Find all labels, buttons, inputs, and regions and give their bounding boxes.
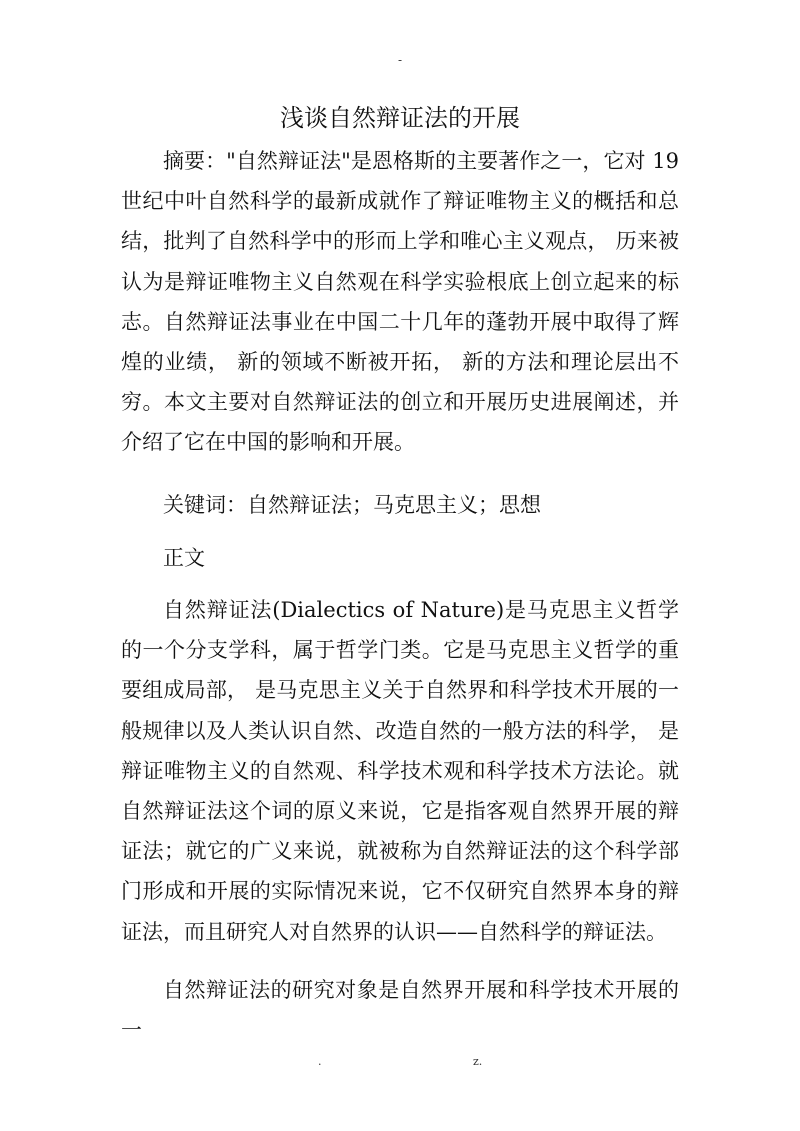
page-header-mark: - <box>397 53 403 67</box>
page-footer <box>0 1055 800 1069</box>
footer-left-mark: . <box>318 1055 322 1068</box>
body-paragraph-2: 自然辩证法的研究对象是自然界开展和科学技术开展的一 <box>121 978 679 1043</box>
body-paragraph-1: 自然辩证法(Dialectics of Nature)是马克思主义哲学的一个分支学科，属于哲学门类。它是马克思主义哲学的重要组成局部， 是马克思主义关于自然界和科学技术开展的一般规律以及人类认识自然、改造自然的一般方法的科学， 是辩证唯物主义的自然观、科学技术观和科学技术方法论。就自然辩证法这个词的原义来说，它是指客观自然界开展的辩证法；就它的广义来说，就被称为自然辩证法的这个科学部门形成和开展的实际情况来说，它不仅研究自然界本身的辩证法，而且研究人对自然界的认识——自然科学的辩证法。 <box>121 598 679 944</box>
footer-right-mark: z. <box>473 1055 483 1068</box>
abstract-paragraph: 摘要："自然辩证法"是恩格斯的主要著作之一，它对 19 世纪中叶自然科学的最新成就作了辩证唯物主义的概括和总结，批判了自然科学中的形而上学和唯心主义观点， 历来被认为是辩证唯物主义自然观在科学实验根底上创立起来的标志。自然辩证法事业在中国二十几年的蓬勃开展中取得了辉煌的业绩， 新的领域不断被开拓， 新的方法和理论层出不穷。本文主要对自然辩证法的创立和开展历史进展阐述，并介绍了它在中国的影响和开展。 <box>121 149 679 455</box>
section-heading: 正文 <box>163 546 205 570</box>
keywords-line: 关键词：自然辩证法；马克思主义；思想 <box>163 493 541 517</box>
document-title: 浅谈自然辩证法的开展 <box>280 104 520 132</box>
